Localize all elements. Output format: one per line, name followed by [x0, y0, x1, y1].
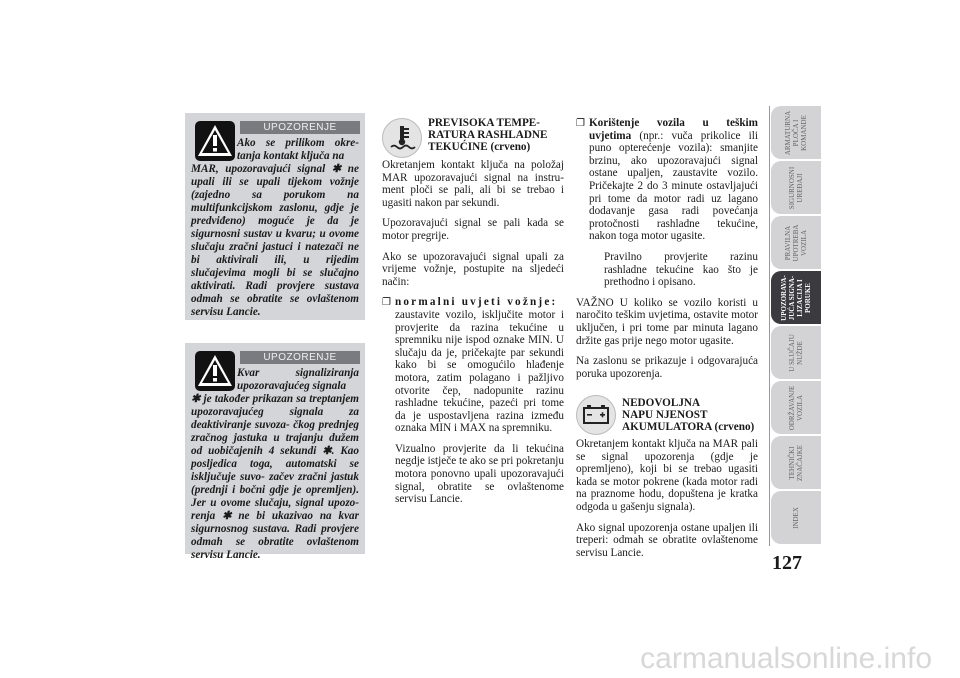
bullet-heading: Korištenje vozila u teškim uvjetima [588, 117, 758, 142]
paragraph: Na zaslonu se prikazuje i odgovarajuća poruka upozorenja. [576, 355, 758, 380]
paragraph: zaustavite vozilo, isključite motor i provjerite da razina tekućine u spremniku nije ispod oznake MIN. U slučaju da je, pričekajte par sekundi kako bi se omogućilo hlađenje motora, zatim polagano i pažljivo otvorite čep, nadopunite razinu rashladne tekućine, pazeći pri tome da je uspostavljena razina između oznaka MIN i MAX na spremniku. [394, 308, 564, 435]
paragraph: Upozoravajući signal se pali kada se motor pregrije. [382, 217, 564, 242]
warning-lead: Kvar signaliziranja upozoravajućeg signala [237, 367, 359, 392]
paragraph: (npr.: vuča prikolice ili puno opterećenje vozila): smanjite brzinu, ako upozoravajući signal ostane upaljen, zaustavite vozilo. Pričekajte 2 do 3 minute ostavljajući pri tome da motor radi uz lagano dodavanje gasa radi povećanja protočnosti rashladne tekućine, nakon toga motor ugasite. [588, 129, 758, 243]
column-heavy-use [576, 117, 758, 388]
bullet-normal-driving [382, 296, 564, 514]
tab-maintenance[interactable]: ODRŽAVANJE VOZILA [771, 381, 821, 434]
tab-technical[interactable]: TEHNIČKI ZNAČAJKE [771, 436, 821, 489]
warning-body: ✱ je također prikazan sa treptanjem upozoravajućeg signala za deaktiviranje suvoza- čkog prednjeg zračnog jastuka u trajanju dužem od uobičajenih 4 sekundi ✱. Kao posljedica toga, automatski se isključuje suvo- začev zračni jastuk (prednji i bočni gdje je opremljen). Jer u ovome slučaju, signal upozo- renja ✱ ne bi ukazivao na kvar sigurnosnog sustava. Radi provjere odmah se obratite ovlaštenom servisu Lancie. [191, 393, 359, 561]
watermark-footer: carmanualsonline.info [640, 642, 932, 675]
paragraph: Pravilno provjerite razinu rashladne tekućine kao što je prethodno i opisano. [603, 250, 758, 289]
column-battery [576, 397, 758, 567]
paragraph: Ako signal upozorenja ostane upaljen ili treperi: odmah se obratite ovlaštenome servisu Lancie. [576, 521, 758, 559]
checkbox-bullet-icon: ❐ [382, 297, 391, 309]
tab-dashboard[interactable]: ARMATURNA PLOČA I KOMANDE [771, 106, 821, 159]
tab-correct-use[interactable]: PRAVILNA UPOTREBA VOZILA [771, 216, 821, 269]
warning-header: UPOZORENJE [240, 351, 360, 364]
paragraph: Okretanjem kontakt ključa na položaj MAR upozoravajući signal na instru- ment ploči se pali, ali bi se trebao i ugasiti nakon par sekundi. [382, 159, 564, 209]
tab-emergency[interactable]: U SLUČAJU NUŽDE [771, 326, 821, 379]
bullet-heading: normalni uvjeti vožnje: [394, 296, 558, 309]
paragraph: Vizualno provjerite da li tekućina negdje istječe te ako se pri pokretanju motora ponovno upali upozoravajući signal, obratite se ovlaštenome servisu Lancie. [394, 442, 564, 506]
paragraph: Ako se upozoravajući signal upali za vrijeme vožnje, postupite na sljedeći način: [382, 250, 564, 288]
battery-title: NEDOVOLJNA NAPU NJENOST AKUMULATORA (crveno) [622, 397, 755, 433]
column-coolant [382, 117, 564, 514]
warning-triangle-icon [195, 351, 235, 391]
warning-body: MAR, upozoravajući signal ✱ ne upali ili se upali tijekom vožnje (zajedno sa porukom na multifunkcijskom zaslonu, gdje je predviđeno) moguće je da je sigurnosni sustav u kvaru; u ovome slučaju zračni jastuci i natezači ne bi aktivirali ili, u rijedim slučajevima mogli bi se slučajno aktivirati. Radi provjere sustava odmah se obratite se ovlaštenom servisu Lancie. [191, 163, 359, 318]
warning-header: UPOZORENJE [240, 121, 360, 134]
warning-triangle-icon [195, 121, 235, 161]
checkbox-bullet-icon: ❐ [576, 118, 585, 129]
bullet-heavy-conditions [576, 117, 758, 297]
tabs-divider [769, 106, 770, 546]
tab-warning-lights[interactable]: UPOZORAVA- JUĆA SIGNA- LIZACIJA I PORUKE [771, 271, 821, 324]
paragraph: Okretanjem kontakt ključa na MAR pali se signal upozorenja (gdje je opremljeno), koji bi se trebao ugasiti kada se motor pokrene (kada motor radi na praznome hodu, dopuštena je kratka odgoda u gašenju signala). [576, 438, 758, 513]
tab-safety[interactable]: SIGURNOSNI UREĐAJI [771, 161, 821, 214]
page-number: 127 [772, 552, 802, 574]
warning-lead: Ako se prilikom okre- tanja kontakt ključa na [237, 137, 359, 162]
tab-index[interactable]: INDEX [771, 491, 821, 544]
coolant-title: PREVISOKA TEMPE- RATURA RASHLADNE TEKUĆINE (crveno) [428, 117, 548, 153]
warning-box-2 [185, 343, 365, 561]
warning-box-1 [185, 113, 365, 320]
paragraph-important: VAŽNO U koliko se vozilo koristi u naročito teškim uvjetima, ostavite motor uključen, i pri tome par minuta lagano držite gas prije nego motor ugasite. [576, 296, 758, 347]
